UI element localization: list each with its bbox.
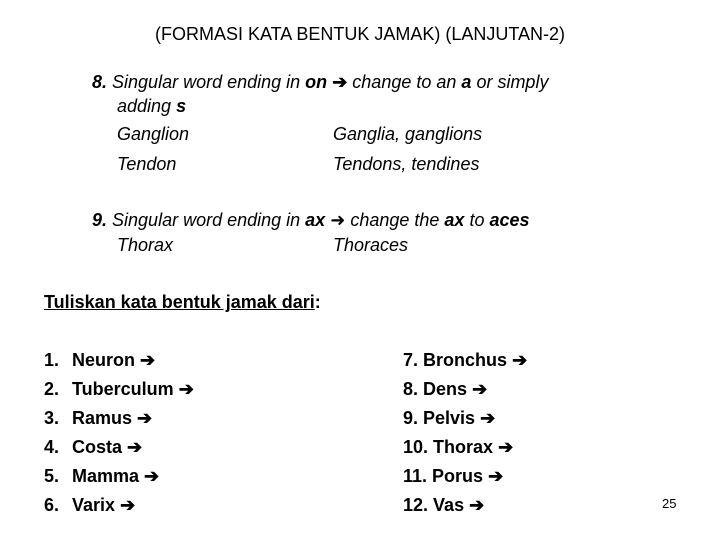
item-number: 3.: [44, 408, 60, 428]
item-number: 4.: [44, 437, 60, 457]
rule-9-text-2: change the: [350, 210, 440, 230]
item-word: Dens: [423, 379, 468, 399]
item-word: Varix: [72, 495, 116, 515]
exercise-heading: [44, 292, 321, 313]
item-word: Mamma: [72, 466, 140, 486]
example-singular: Thorax: [117, 235, 174, 255]
rule-8-line-2-text: adding: [117, 96, 172, 116]
list-item: [403, 375, 527, 404]
list-item: [44, 491, 194, 520]
item-number: 8.: [403, 379, 419, 399]
rule-9-result: aces: [489, 210, 530, 230]
rule-8-line-2-letter: s: [176, 96, 187, 116]
item-word: Vas: [433, 495, 465, 515]
rule-9-line-1: [92, 210, 530, 231]
right-arrow-icon: ➔: [472, 379, 488, 399]
list-item: [44, 375, 194, 404]
rule-9-text-3: to: [469, 210, 485, 230]
item-number: 11.: [403, 466, 428, 486]
page-title: (FORMASI KATA BENTUK JAMAK) (LANJUTAN-2): [154, 24, 566, 44]
list-item: [403, 462, 527, 491]
example-singular: Ganglion: [117, 124, 190, 144]
rule-9-text-1: Singular word ending in: [112, 210, 301, 230]
rule-8-text-3: or simply: [476, 72, 549, 92]
right-arrow-icon: ➔: [332, 72, 348, 92]
exercise-heading-colon: :: [314, 292, 321, 312]
exercise-list-left: [44, 346, 194, 520]
right-arrow-icon: ➔: [488, 466, 504, 486]
page-number: 25: [662, 496, 677, 511]
right-arrow-icon: ➔: [140, 350, 156, 370]
rule-8-number: 8.: [92, 72, 108, 92]
item-word: Neuron: [72, 350, 135, 370]
rule-8-suffix: on: [305, 72, 328, 92]
list-item: [403, 404, 527, 433]
item-word: Ramus: [72, 408, 133, 428]
right-arrow-icon: ➜: [330, 210, 346, 230]
right-arrow-icon: ➔: [512, 350, 528, 370]
rule-9-number: 9.: [92, 210, 108, 230]
item-number: 5.: [44, 466, 60, 486]
rule-8-text-1: Singular word ending in: [112, 72, 301, 92]
right-arrow-icon: ➔: [469, 495, 485, 515]
list-item: [44, 346, 194, 375]
rule-9-suffix-2: ax: [444, 210, 465, 230]
rule-8-text-2: change to an: [352, 72, 457, 92]
item-number: 7.: [403, 350, 419, 370]
right-arrow-icon: ➔: [137, 408, 153, 428]
item-word: Costa: [72, 437, 123, 457]
list-item: [44, 404, 194, 433]
rule-8-line-2: [117, 96, 186, 117]
rule-8-line-1: [92, 72, 548, 93]
rule-8-letter: a: [461, 72, 472, 92]
item-number: 10.: [403, 437, 429, 457]
list-item: [44, 433, 194, 462]
right-arrow-icon: ➔: [144, 466, 160, 486]
example-plural: Tendons, tendines: [333, 154, 480, 174]
item-word: Tuberculum: [72, 379, 174, 399]
item-number: 12.: [403, 495, 429, 515]
list-item: [403, 346, 527, 375]
item-number: 2.: [44, 379, 60, 399]
item-number: 9.: [403, 408, 419, 428]
right-arrow-icon: ➔: [480, 408, 496, 428]
right-arrow-icon: ➔: [178, 379, 194, 399]
item-number: 6.: [44, 495, 60, 515]
example-plural: Thoraces: [333, 235, 409, 255]
item-number: 1.: [44, 350, 60, 370]
exercise-heading-text: Tuliskan kata bentuk jamak dari: [44, 292, 315, 312]
rule-9-suffix: ax: [305, 210, 326, 230]
list-item: [44, 462, 194, 491]
item-word: Bronchus: [423, 350, 508, 370]
item-word: Thorax: [433, 437, 494, 457]
item-word: Porus: [432, 466, 484, 486]
item-word: Pelvis: [423, 408, 476, 428]
example-plural: Ganglia, ganglions: [333, 124, 483, 144]
right-arrow-icon: ➔: [498, 437, 514, 457]
exercise-list-right: [403, 346, 527, 520]
example-singular: Tendon: [117, 154, 177, 174]
right-arrow-icon: ➔: [120, 495, 136, 515]
right-arrow-icon: ➔: [127, 437, 143, 457]
list-item: [403, 433, 527, 462]
list-item: [403, 491, 527, 520]
